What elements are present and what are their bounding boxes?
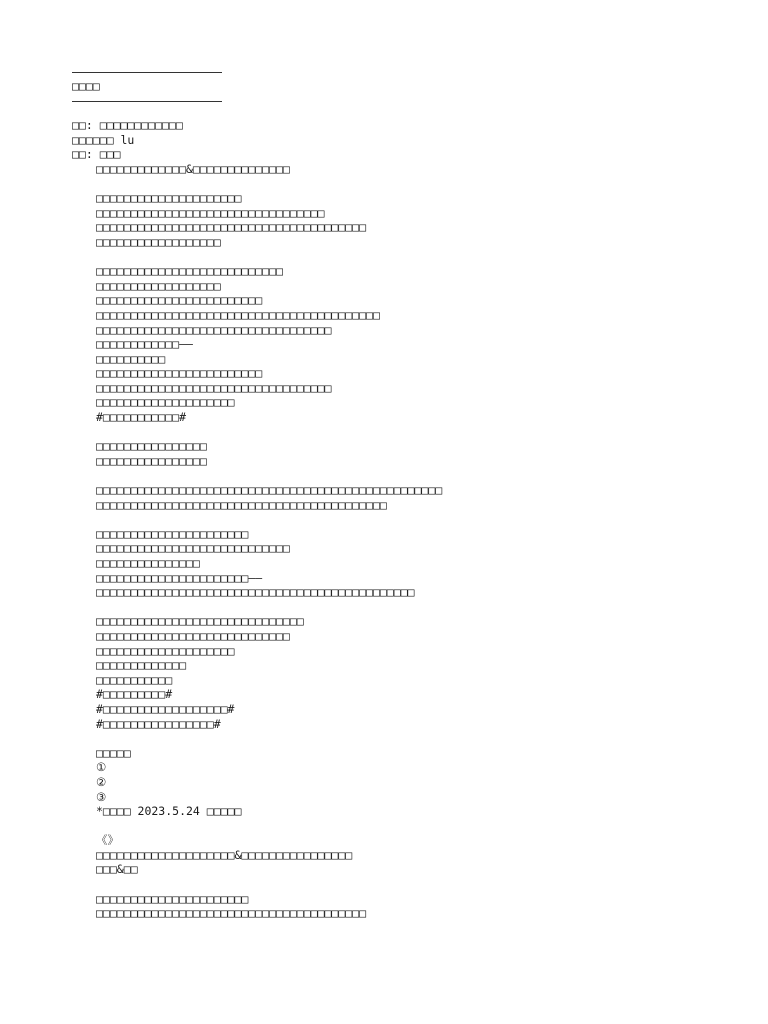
spacer <box>72 102 722 117</box>
text-line: #□□□□□□□□□□□□□□□□# <box>96 716 221 731</box>
paragraph-gap <box>72 425 722 440</box>
paragraph <box>72 162 722 177</box>
text-line: □□□□□□□□□□□□□□□□□□□□□□□□□□□□□□□□□□ <box>96 322 332 337</box>
text-line: □□□□□□□□□□□□□□□□□□□□□□□□□□□□□□□□□□ <box>96 380 332 395</box>
paragraph <box>72 439 722 468</box>
text-line: □□□□□□□□□□□□□□□□□□ <box>96 234 221 249</box>
text-line: □□□□□□□□□□□□□□□□□□□□□□ <box>96 891 249 906</box>
paragraph <box>72 527 722 600</box>
text-line: □□□□□□□□□□□□□□□□ <box>96 453 207 468</box>
text-line: □□□□□□□□□□□□□□□□□□□□□□ <box>96 526 249 541</box>
text-line: □□□□□□□□□□□□□□□□□□□□ <box>96 643 235 658</box>
text-line: □□□□□□□□□□□□□□□□□□□□□□□□□□□□□□□□□□□□□□□□□□□□□□□□□□ <box>96 483 443 498</box>
text-line: □□□□□ <box>96 745 131 760</box>
text-line: #□□□□□□□□□□□□□□□□□□# <box>96 701 235 716</box>
paragraph <box>72 191 722 249</box>
text-line: □□□□□□□□□□□□□□□□□□□□&□□□□□□□□□□□□□□□□ <box>96 847 353 862</box>
text-line: □□□□□□□□□□□□□□□□□□□□□□□□□□□□□□□□□□□□□□□ <box>96 220 367 235</box>
paragraph <box>72 264 722 425</box>
text-line: □□□□□□□□□□□□□&□□□□□□□□□□□□□□ <box>96 161 290 176</box>
meta-line: □□: □□□□□□□□□□□□ <box>72 118 183 133</box>
text-line: □□□&□□ <box>96 862 138 877</box>
text-line: □□□□□□□□□□□□□□□□□□ <box>96 278 221 293</box>
text-line: □□□□□□□□□□□□□□□□□□□□□□□□□□□ <box>96 264 283 279</box>
paragraph-gap <box>72 731 722 746</box>
document-body <box>72 162 722 921</box>
title-rule-top <box>72 72 222 73</box>
text-line: □□□□□□□□□□□□□□□□□□□□□□—— <box>96 570 263 585</box>
text-line: ③ <box>96 789 107 804</box>
paragraph <box>72 746 722 819</box>
paragraph <box>72 483 722 512</box>
text-line: □□□□□□□□□□□□□□□□□□□□□□□□ <box>96 293 263 308</box>
paragraph-gap <box>72 468 722 483</box>
paragraph-gap <box>72 250 722 265</box>
text-line: □□□□□□□□□□□□□□□ <box>96 556 200 570</box>
text-line: □□□□□□□□□□□□□□□□ <box>96 439 207 454</box>
text-line: □□□□□□□□□□□□□□□□□□□□□□□□□□□□□□□□□□□□□□□□□□□□□□ <box>96 585 415 600</box>
text-line: □□□□□□□□□□□□□□□□□□□□□□□□□□□□□□□□□ <box>96 205 325 220</box>
text-line: □□□□□□□□□□ <box>96 351 166 366</box>
text-line: *□□□□ 2023.5.24 □□□□□ <box>96 804 242 819</box>
paragraph-gap <box>72 877 722 892</box>
text-line: □□□□□□□□□□□□□□□□□□□□□ <box>96 191 242 206</box>
meta-line: □□□□□□ lu <box>72 132 135 147</box>
text-line: □□□□□□□□□□□□□□□□□□□□□□□□□□□□ <box>96 541 290 556</box>
paragraph <box>72 892 722 921</box>
paragraph <box>72 614 722 731</box>
text-line: 《》 <box>96 833 119 848</box>
text-line: ① <box>96 760 107 775</box>
paragraph <box>72 833 722 877</box>
text-line: □□□□□□□□□□□□□□□□□□□□ <box>96 395 235 410</box>
paragraph-gap <box>72 177 722 192</box>
text-line: □□□□□□□□□□□□□□□□□□□□□□□□□□□□ <box>96 628 290 643</box>
text-line: □□□□□□□□□□□□□□□□□□□□□□□□ <box>96 366 263 381</box>
text-line: #□□□□□□□□□□□# <box>96 410 187 425</box>
meta-line: □□: □□□ <box>72 147 121 162</box>
document-title: □□□□ <box>72 79 100 93</box>
text-line: #□□□□□□□□□# <box>96 687 173 702</box>
text-line: □□□□□□□□□□□□—— <box>96 337 193 352</box>
text-line: □□□□□□□□□□□□□□□□□□□□□□□□□□□□□□□□□□□□□□□ <box>96 906 367 921</box>
text-line: ② <box>96 774 107 789</box>
text-line: □□□□□□□□□□□□□□□□□□□□□□□□□□□□□□ <box>96 614 304 629</box>
text-line: □□□□□□□□□□□□□□□□□□□□□□□□□□□□□□□□□□□□□□□□□□ <box>96 497 387 512</box>
text-line: □□□□□□□□□□□□□ <box>96 658 187 673</box>
paragraph-gap <box>72 512 722 527</box>
document-page <box>72 72 722 921</box>
text-line: □□□□□□□□□□□□□□□□□□□□□□□□□□□□□□□□□□□□□□□□□ <box>96 307 380 322</box>
paragraph-gap <box>72 600 722 615</box>
paragraph-gap <box>72 819 722 834</box>
text-line: □□□□□□□□□□□ <box>96 672 173 687</box>
